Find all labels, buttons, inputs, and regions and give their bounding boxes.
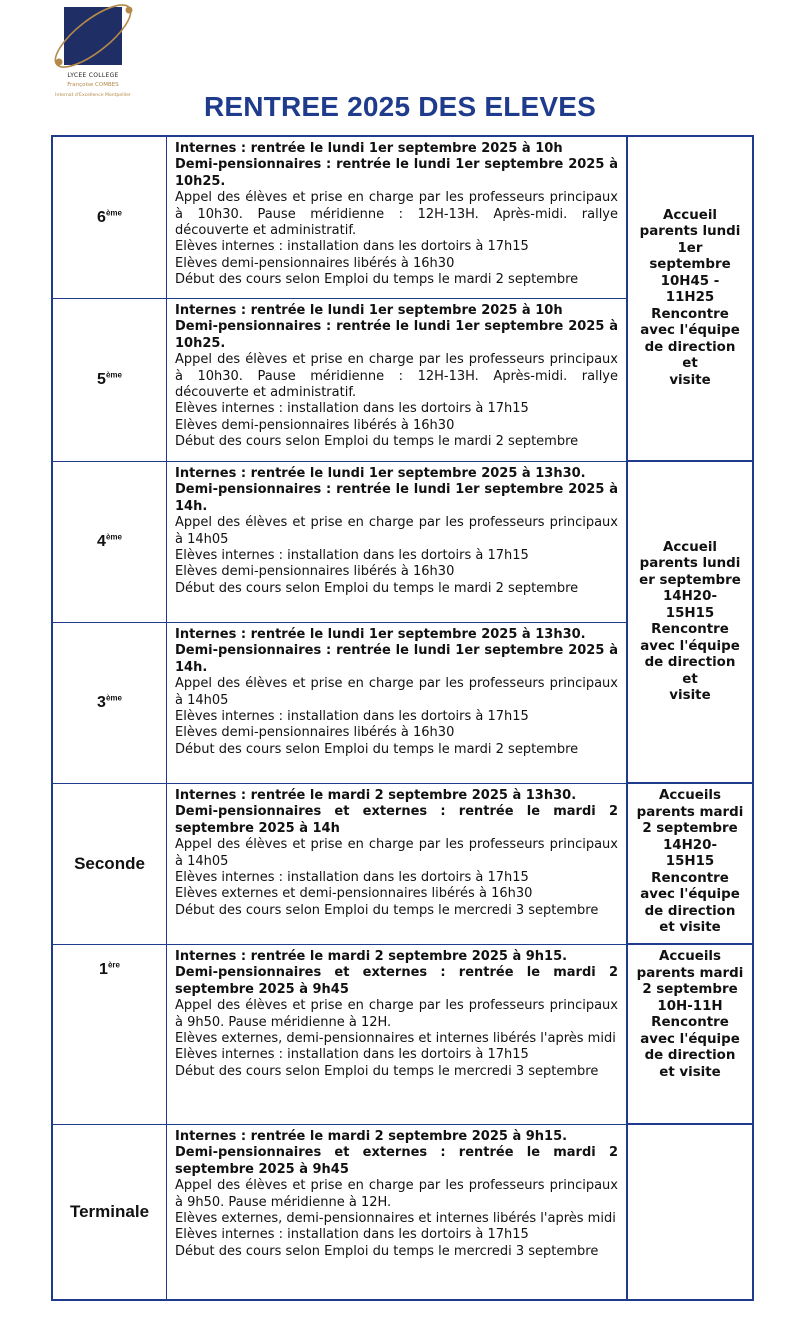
detail-line: Elèves externes, demi-pensionnaires et internes libérés l'après midi — [175, 1031, 616, 1047]
detail-line: Appel des élèves et prise en charge par les professeurs principaux à 10h30. Pause méridienne : 12H-13H. Après-midi. rallye découverte et administratif. — [175, 190, 618, 239]
logo-school-tagline: Internat d'Excellence Montpellier — [55, 93, 131, 98]
detail-line: Début des cours selon Emploi du temps le mercredi 3 septembre — [175, 902, 599, 918]
level-cell-6eme — [53, 137, 167, 299]
level-cell-4eme — [53, 462, 167, 623]
logo-school-type: LYCEE COLLEGE — [67, 72, 119, 79]
details-cell-1ere — [167, 945, 626, 1125]
detail-line: Elèves demi-pensionnaires libérés à 16h30 — [175, 417, 455, 433]
details-cell-terminale — [167, 1125, 626, 1299]
level-label: Terminale — [69, 1202, 150, 1221]
details-cell-6eme — [167, 137, 626, 299]
internes-line: Internes : rentrée le mardi 2 septembre 2025 à 9h15. — [175, 1129, 568, 1144]
page-title: RENTREE 2025 DES ELEVES — [203, 91, 597, 122]
internes-line: Internes : rentrée le lundi 1er septembre 2025 à 10h — [175, 141, 563, 156]
parent-meeting-text: Accueils parents mardi 2 septembre 14H20- 15H15 Rencontre avec l'équipe de direction et visite — [636, 788, 744, 935]
internes-line: Internes : rentrée le lundi 1er septembre 2025 à 13h30. — [175, 627, 586, 642]
level-cell-terminale — [53, 1125, 167, 1299]
level-label: 4ème — [97, 532, 122, 550]
details-cell-4eme — [167, 462, 626, 623]
internes-line: Internes : rentrée le mardi 2 septembre 2025 à 9h15. — [175, 949, 568, 964]
level-cell-1ere — [53, 945, 167, 1125]
detail-line: Appel des élèves et prise en charge par les professeurs principaux à 14h05 — [175, 676, 618, 708]
details-cell-5eme — [167, 299, 626, 462]
level-cell-seconde — [53, 784, 167, 945]
parent-meeting-cell-1ere — [626, 945, 752, 1125]
level-label: 5ème — [97, 370, 122, 388]
detail-line: Début des cours selon Emploi du temps le mardi 2 septembre — [175, 580, 579, 596]
demi-pensionnaires-line: Demi-pensionnaires : rentrée le lundi 1er septembre 2025 à 14h. — [175, 643, 618, 675]
logo-emblem-icon — [45, 2, 141, 72]
detail-line: Elèves demi-pensionnaires libérés à 16h30 — [175, 725, 455, 741]
demi-pensionnaires-line: Demi-pensionnaires : rentrée le lundi 1er septembre 2025 à 10h25. — [175, 157, 618, 189]
detail-line: Elèves externes, demi-pensionnaires et internes libérés l'après midi — [175, 1211, 616, 1227]
level-cell-3eme — [53, 623, 167, 784]
detail-line: Appel des élèves et prise en charge par les professeurs principaux à 9h50. Pause méridienne à 12H. — [175, 998, 618, 1030]
demi-pensionnaires-line: Demi-pensionnaires et externes : rentrée le mardi 2 septembre 2025 à 9h45 — [175, 1145, 618, 1177]
demi-pensionnaires-line: Demi-pensionnaires et externes : rentrée le mardi 2 septembre 2025 à 14h — [175, 804, 618, 836]
detail-line: Elèves internes : installation dans les dortoirs à 17h15 — [175, 870, 529, 886]
level-label: 3ème — [97, 693, 122, 711]
detail-line: Elèves internes : installation dans les dortoirs à 17h15 — [175, 548, 529, 564]
schedule-table — [51, 135, 754, 1301]
detail-line: Elèves internes : installation dans les dortoirs à 17h15 — [175, 709, 529, 725]
parent-meeting-cell-6e-5e — [626, 137, 752, 462]
detail-line: Début des cours selon Emploi du temps le mardi 2 septembre — [175, 272, 579, 288]
details-cell-3eme — [167, 623, 626, 784]
parent-meeting-text: Accueil parents lundi 1er septembre 10H45 - 11H25 Rencontre avec l'équipe de direction et visite — [639, 207, 741, 388]
level-cell-5eme — [53, 299, 167, 462]
internes-line: Internes : rentrée le mardi 2 septembre 2025 à 13h30. — [175, 788, 577, 803]
detail-line: Elèves externes et demi-pensionnaires libérés à 16h30 — [175, 886, 533, 902]
demi-pensionnaires-line: Demi-pensionnaires et externes : rentrée le mardi 2 septembre 2025 à 9h45 — [175, 965, 618, 997]
detail-line: Appel des élèves et prise en charge par les professeurs principaux à 10h30. Pause méridienne : 12H-13H. Après-midi. rallye découverte et administratif. — [175, 352, 618, 401]
parent-meeting-text: Accueils parents mardi 2 septembre 10H-11H Rencontre avec l'équipe de direction et visite — [636, 949, 744, 1080]
parent-meeting-cell-4e-3e — [626, 462, 752, 784]
detail-line: Elèves internes : installation dans les dortoirs à 17h15 — [175, 1227, 529, 1243]
demi-pensionnaires-line: Demi-pensionnaires : rentrée le lundi 1er septembre 2025 à 10h25. — [175, 319, 618, 351]
internes-line: Internes : rentrée le lundi 1er septembre 2025 à 13h30. — [175, 466, 586, 481]
demi-pensionnaires-line: Demi-pensionnaires : rentrée le lundi 1er septembre 2025 à 14h. — [175, 482, 618, 514]
detail-line: Appel des élèves et prise en charge par les professeurs principaux à 9h50. Pause méridienne à 12H. — [175, 1178, 618, 1210]
logo-school-name: Françoise COMBES — [67, 82, 119, 88]
level-label: Seconde — [74, 854, 145, 873]
level-label: 6ème — [97, 208, 122, 226]
detail-line: Début des cours selon Emploi du temps le mercredi 3 septembre — [175, 1243, 599, 1259]
detail-line: Appel des élèves et prise en charge par les professeurs principaux à 14h05 — [175, 837, 618, 869]
parent-meeting-cell-terminale — [626, 1125, 752, 1299]
detail-line: Elèves demi-pensionnaires libérés à 16h30 — [175, 564, 455, 580]
detail-line: Appel des élèves et prise en charge par les professeurs principaux à 14h05 — [175, 515, 618, 547]
detail-line: Elèves internes : installation dans les dortoirs à 17h15 — [175, 239, 529, 255]
detail-line: Elèves internes : installation dans les dortoirs à 17h15 — [175, 401, 529, 417]
internes-line: Internes : rentrée le lundi 1er septembre 2025 à 10h — [175, 303, 563, 318]
level-label: 1ère — [99, 960, 120, 978]
parent-meeting-text: Accueil parents lundi er septembre 14H20- 15H15 Rencontre avec l'équipe de direction et visite — [639, 539, 741, 703]
detail-line: Début des cours selon Emploi du temps le mercredi 3 septembre — [175, 1063, 599, 1079]
details-cell-seconde — [167, 784, 626, 945]
detail-line: Elèves demi-pensionnaires libérés à 16h30 — [175, 255, 455, 271]
parent-meeting-cell-seconde — [626, 784, 752, 945]
detail-line: Elèves internes : installation dans les dortoirs à 17h15 — [175, 1047, 529, 1063]
detail-line: Début des cours selon Emploi du temps le mardi 2 septembre — [175, 741, 579, 757]
detail-line: Début des cours selon Emploi du temps le mardi 2 septembre — [175, 434, 579, 450]
